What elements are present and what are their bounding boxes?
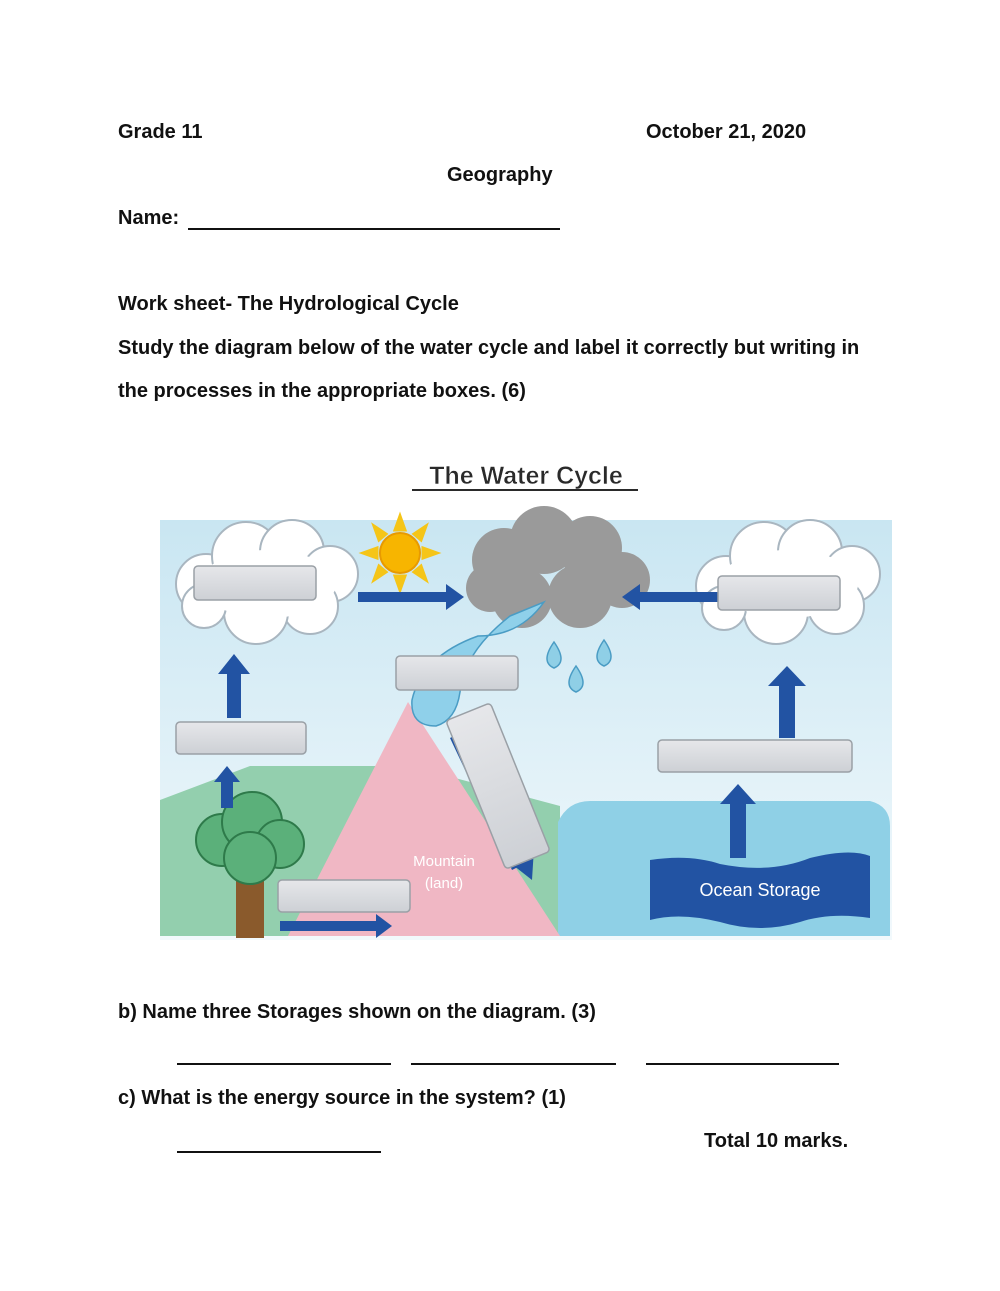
label-box-left-cloud[interactable] <box>194 566 316 600</box>
date-label: October 21, 2020 <box>646 121 807 143</box>
total-marks: Total 10 marks. <box>704 1130 849 1152</box>
label-box-left-middle[interactable] <box>176 722 306 754</box>
mountain-label-line1: Mountain <box>413 853 475 870</box>
energy-answer-line[interactable] <box>177 1151 381 1153</box>
question-b: b) Name three Storages shown on the diagram. (3) <box>118 1001 596 1023</box>
instruction-line-2: the processes in the appropriate boxes. (6) <box>118 380 526 402</box>
name-answer-line[interactable] <box>188 228 560 230</box>
subject-title: Geography <box>447 164 553 186</box>
instruction-line-1: Study the diagram below of the water cycle and label it correctly but writing in <box>118 337 860 359</box>
storage-answer-line-2[interactable] <box>411 1063 616 1065</box>
storage-answer-line-3[interactable] <box>646 1063 839 1065</box>
label-box-ground[interactable] <box>278 880 410 912</box>
name-label: Name: <box>118 207 180 229</box>
tree-trunk <box>236 876 264 938</box>
grade-label: Grade 11 <box>118 121 203 143</box>
sun-icon <box>363 516 437 590</box>
water-cycle-diagram <box>160 456 892 940</box>
worksheet-title: Work sheet- The Hydrological Cycle <box>118 293 459 315</box>
diagram-title: The Water Cycle <box>429 462 623 490</box>
storage-answer-line-1[interactable] <box>177 1063 391 1065</box>
ocean-storage-label: Ocean Storage <box>699 880 821 900</box>
question-c: c) What is the energy source in the system? (1) <box>118 1087 566 1109</box>
label-box-right-middle[interactable] <box>658 740 852 772</box>
label-box-right-cloud[interactable] <box>718 576 840 610</box>
label-box-drop[interactable] <box>396 656 518 690</box>
mountain-label-line2: (land) <box>424 875 464 892</box>
